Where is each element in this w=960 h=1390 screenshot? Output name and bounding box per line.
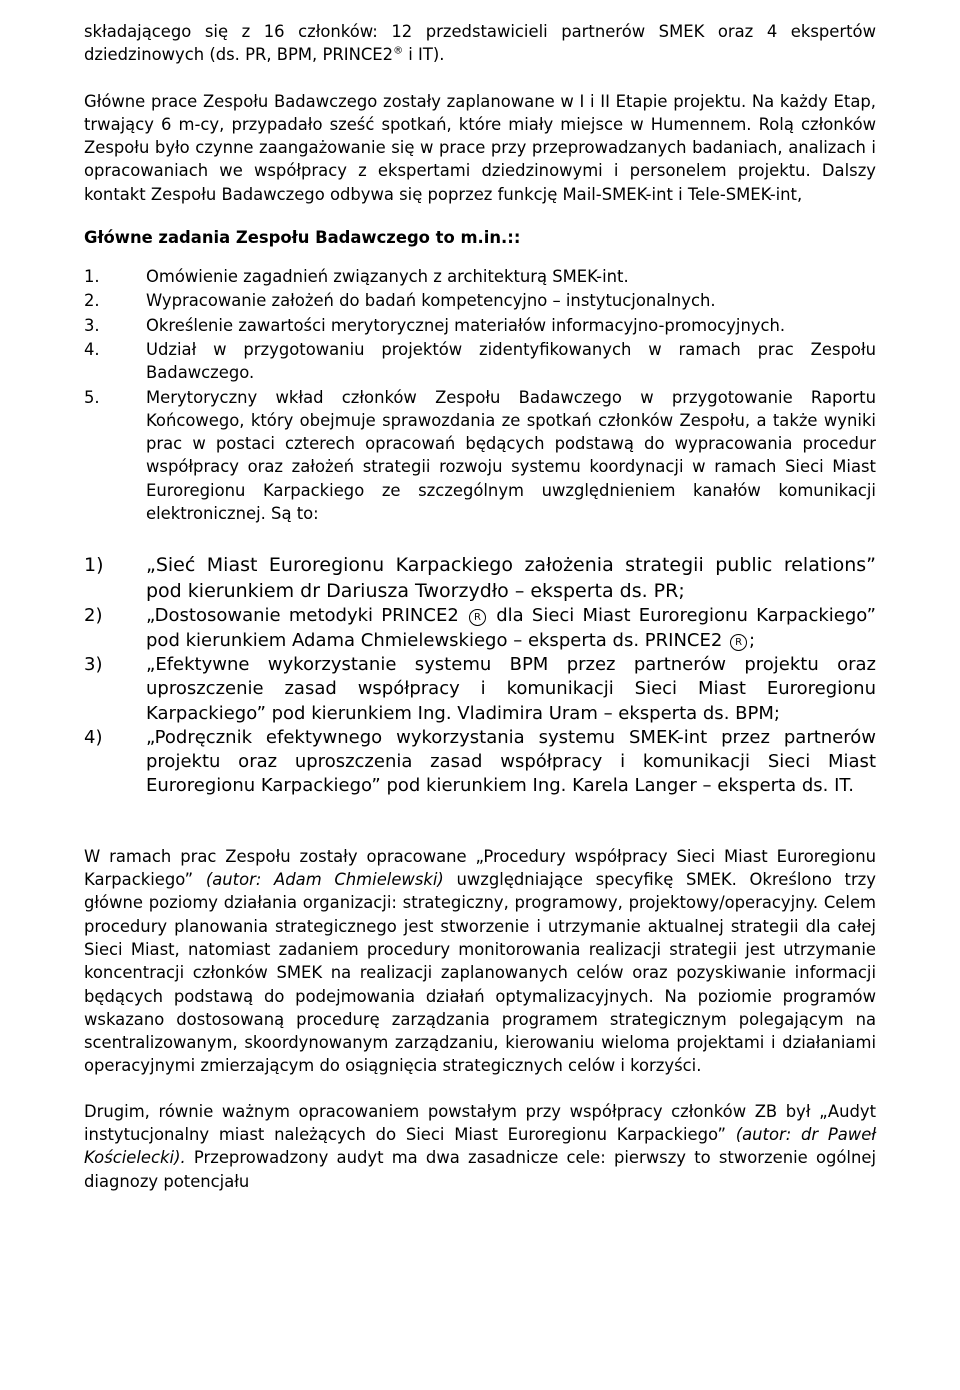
results-list: [84, 553, 876, 798]
intro-paragraph-2: [84, 90, 876, 206]
list-item: 5. Merytoryczny wkład członków Zespołu Badawczego w przygotowanie Raportu Końcowego, który obejmuje sprawozdania ze spotkań członków Zespołu, a także wyniki prac w postaci czterech opracowań będących podstawą do wypracowania procedur współpracy oraz założeń strategii rozwoju systemu koordynacji w ramach Sieci Miast Euroregionu Karpackiego ze szczególnym uwzględnieniem kanałów komunikacji elektronicznej. Są to:: [84, 387, 876, 524]
procedures-paragraph: W ramach prac Zespołu zostały opracowane „Procedury współpracy Sieci Miast Euroregionu Karpackiego” (autor: Adam Chmielewski) uwzględniające specyfikę SMEK. Określono trzy główne poziomy działania organizacji: strategiczny, programowy, projektowy/operacyjny. Celem procedury planowania strategicznego jest stworzenie i utrzymanie aktualnej strategii dla całej Sieci Miast, natomiast zadaniem procedury monitorowania realizacji strategii jest utrzymanie koncentracji członków SMEK na realizacji zaplanowanych celów oraz pozyskiwanie informacji będących podstawą do podejmowania działań optymalizacyjnych. Na poziomie programów wskazano dostosowaną procedurę zarządzania programem strategicznym polegającym na scentralizowanym, skoordynowanym zarządzaniu, kierowaniu wieloma projektami i działaniami operacyjnymi zmierzającym do osiągnięcia strategicznych celów i korzyści.: [84, 846, 876, 1076]
list-item: 1) „Sieć Miast Euroregionu Karpackiego założenia strategii public relations” pod kierunkiem dr Dariusza Tworzydło – eksperta ds. PR;: [84, 554, 876, 602]
list-item: 4) „Podręcznik efektywnego wykorzystania systemu SMEK-int przez partnerów projektu oraz uproszczenia zasad współpracy i komunikacji Sieci Miast Euroregionu Karpackiego” pod kierunkiem Ing. Karela Langer – eksperta ds. IT.: [84, 726, 876, 797]
list-item: 3. Określenie zawartości merytorycznej materiałów informacyjno-promocyjnych.: [84, 315, 786, 335]
intro-p2-second: Rolą członków Zespołu było czynne zaangażowanie się w prace przy przeprowadzanych badaniach, analizach i opracowaniach we współpracy z ekspertami dziedzinowymi i personelem projektu. Dalszy kontakt Zespołu Badawczego odbywa się poprzez funkcję Mail-SMEK-int i Tele-SMEK-int,: [84, 114, 876, 204]
intro-text-end: i IT).: [403, 45, 445, 65]
list-item: 4. Udział w przygotowaniu projektów zidentyfikowanych w ramach prac Zespołu Badawczego.: [84, 339, 876, 383]
author-credit: (autor: dr Paweł Kościelecki).: [84, 1124, 876, 1168]
list-item: 2) „Dostosowanie metodyki PRINCE2 R dla Sieci Miast Euroregionu Karpackiego” pod kierunkiem Adama Chmielewskiego – eksperta ds. PRINCE2 R ;: [84, 605, 876, 651]
list-item: 2. Wypracowanie założeń do badań kompetencyjno – instytucjonalnych.: [84, 291, 716, 311]
author-credit: (autor: Adam Chmielewski): [205, 870, 444, 890]
audit-paragraph: Drugim, równie ważnym opracowaniem powstałym przy współpracy członków ZB był „Audyt instytucjonalny miast należących do Sieci Miast Euroregionu Karpackiego” (autor: dr Paweł Kościelecki). Przeprowadzony audyt ma dwa zasadnicze cele: pierwszy to stworzenie ogólnej diagnozy potencjału: [84, 1101, 876, 1191]
registered-icon: R: [469, 609, 486, 626]
list-item: 3) „Efektywne wykorzystanie systemu BPM przez partnerów projektu oraz uproszczenie zasad współpracy i komunikacji Sieci Miast Euroregionu Karpackiego” pod kierunkiem Ing. Vladimira Uram – eksperta ds. BPM;: [84, 653, 876, 724]
registered-icon: R: [730, 634, 747, 651]
tasks-list: [84, 265, 876, 525]
intro-paragraph-1: [84, 20, 876, 67]
list-item: 1. Omówienie zagadnień związanych z architekturą SMEK-int.: [84, 267, 629, 287]
intro-text: składającego się z 16 członków: 12 przedstawicieli partnerów SMEK oraz 4 ekspertów dziedzinowych (ds. PR, BPM, PRINCE2: [84, 22, 876, 65]
document-page: [84, 20, 876, 1193]
tasks-heading: Główne zadania Zespołu Badawczego to m.in.::: [84, 228, 521, 248]
registered-mark: ®: [393, 45, 404, 57]
intro-p2-first: Główne prace Zespołu Badawczego zostały zaplanowane w I i II Etapie projektu. Na każdy Etap, trwający 6 m-cy, przypadało sześć spotkań, które miały miejsce w Humennem.: [84, 91, 876, 134]
